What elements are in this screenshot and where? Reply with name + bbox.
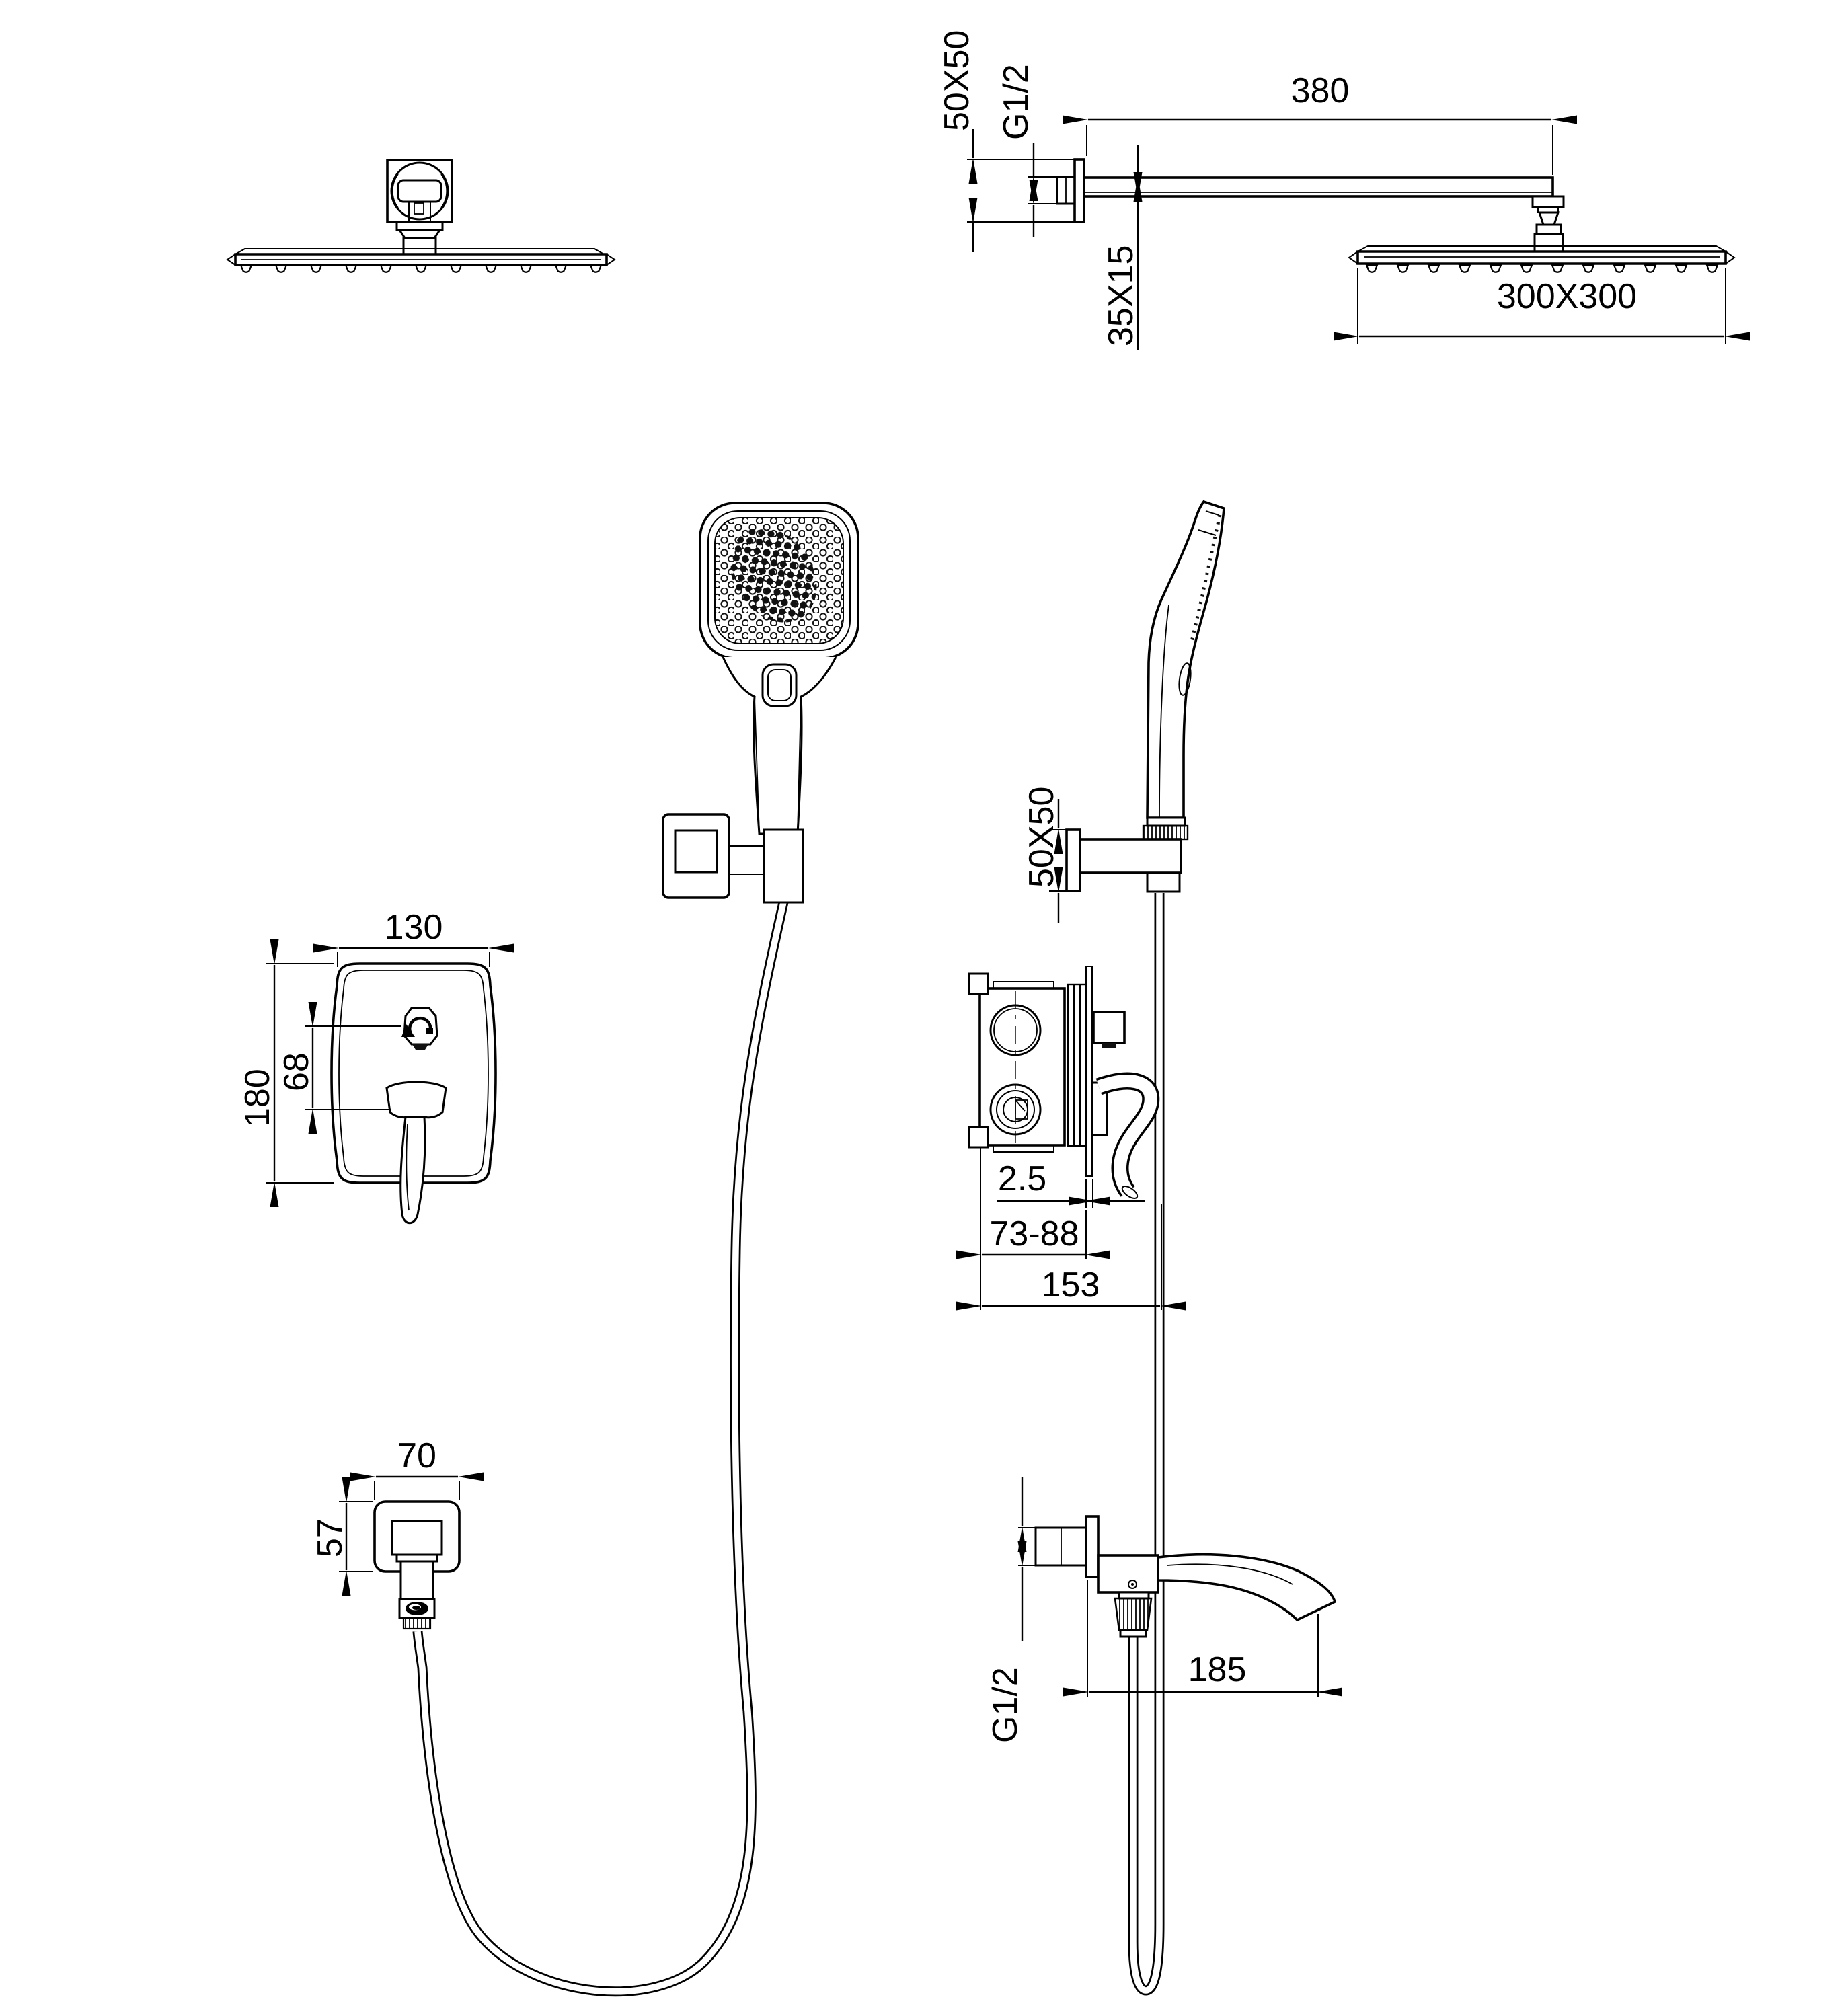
dim-label-trim-gap: 2.5 (997, 1159, 1047, 1198)
elbow-knurled-nut (403, 1618, 430, 1629)
swivel-ring-core (412, 1606, 420, 1610)
dimension-arm-section-35x15 (1102, 145, 1141, 350)
handle-base-ring (1147, 818, 1185, 826)
dimension-head-300x300 (1358, 268, 1726, 344)
rough-in-box (980, 988, 1065, 1145)
spout-escutcheon-side (1086, 1516, 1098, 1577)
dimension-holder-50x50 (1022, 787, 1067, 923)
mixer-trim-front-view (238, 908, 496, 1223)
diverter-knob-side (1093, 1012, 1124, 1043)
dim-label-elbow-width: 70 (397, 1436, 436, 1475)
dimension-arm-thread-g12 (997, 64, 1057, 237)
handle-base-knurl (1143, 826, 1188, 839)
trim-plate-edge (1086, 966, 1092, 1176)
dim-label-spout-thread: G1/2 (986, 1667, 1025, 1743)
joint-cone (399, 230, 440, 238)
box-tab-top (969, 974, 988, 994)
lever-grip (401, 1117, 425, 1223)
dim-label-holder-plate: 50X50 (1022, 786, 1061, 888)
hand-shower-hose-side (1133, 893, 1159, 1990)
hand-shower-front-view (663, 503, 858, 902)
arm-joint-cone (1539, 212, 1558, 225)
dim-label-elbow-height: 57 (311, 1518, 350, 1557)
spout-knurled-nut (1115, 1598, 1151, 1630)
head-side-slab (1358, 251, 1726, 264)
dimension-arm-length-380 (1087, 71, 1553, 175)
hose-side-outline (1133, 893, 1159, 1990)
spout-hose-neck (1119, 1592, 1149, 1598)
dim-label-spout-reach: 185 (1188, 1650, 1247, 1689)
holder-arm-side (1080, 839, 1181, 873)
holder-wall-plate-front (663, 814, 729, 898)
arm-joint-flange (1533, 196, 1564, 207)
dim-label-center-distance: 68 (277, 1052, 316, 1091)
dim-label-total-depth: 153 (1041, 1266, 1100, 1305)
dimension-spout-thread-g12 (986, 1477, 1036, 1743)
dim-label-arm-length: 380 (1291, 71, 1350, 110)
dimension-elbow-height-57 (311, 1502, 373, 1572)
ball-connector (398, 180, 441, 202)
arm-joint-ring (1537, 225, 1561, 234)
dimension-mixer-width-130 (338, 908, 490, 967)
holder-hose-cuff (1147, 873, 1180, 892)
shower-arm-side-view (937, 30, 1734, 350)
diverter-arrow-dot (426, 1028, 433, 1034)
lever-pivot-hood (387, 1082, 446, 1118)
arm-escutcheon-side (1075, 159, 1084, 222)
dimension-elbow-width-70 (375, 1436, 459, 1500)
dim-label-escutcheon: 50X50 (937, 30, 976, 131)
concealed-valve-side-view (969, 966, 1161, 1310)
diverter-knob-nub (1102, 1043, 1116, 1048)
head-side-right-tip (1726, 251, 1734, 264)
head-side-left-tip (1349, 251, 1358, 264)
spout-nut-ring (1120, 1630, 1146, 1637)
dim-label-arm-thread: G1/2 (997, 64, 1036, 140)
dimension-escutcheon-50x50 (937, 30, 1075, 252)
box-tab-bottom (969, 1127, 988, 1147)
hand-shower-side-body (1147, 502, 1224, 818)
wall-outlet-elbow-front-view (311, 1436, 459, 1629)
dim-label-mixer-width: 130 (384, 908, 443, 947)
dim-label-mixer-height: 180 (238, 1069, 277, 1127)
holder-wall-plate-side (1067, 830, 1080, 891)
rain-shower-head-front-view (227, 160, 615, 272)
spout-set-screw-dot (1131, 1583, 1134, 1586)
threaded-collar (1068, 984, 1086, 1146)
dim-label-rough-in-depth: 73-88 (989, 1214, 1079, 1253)
nozzle-row-side (1366, 265, 1718, 272)
spout-base-block (1098, 1555, 1158, 1592)
hand-shower-holder-side-view (1022, 502, 1224, 923)
dim-label-head-size: 300X300 (1496, 277, 1638, 316)
holder-cuff (764, 830, 803, 902)
elbow-outlet-square (392, 1521, 442, 1555)
joint-cylinder (403, 238, 436, 254)
arm-joint-cylinder (1535, 234, 1563, 251)
joint-collar (397, 222, 442, 230)
elbow-connector-body (401, 1561, 433, 1599)
dim-label-arm-section: 35X15 (1102, 245, 1141, 346)
shower-arm-bar (1084, 178, 1553, 196)
